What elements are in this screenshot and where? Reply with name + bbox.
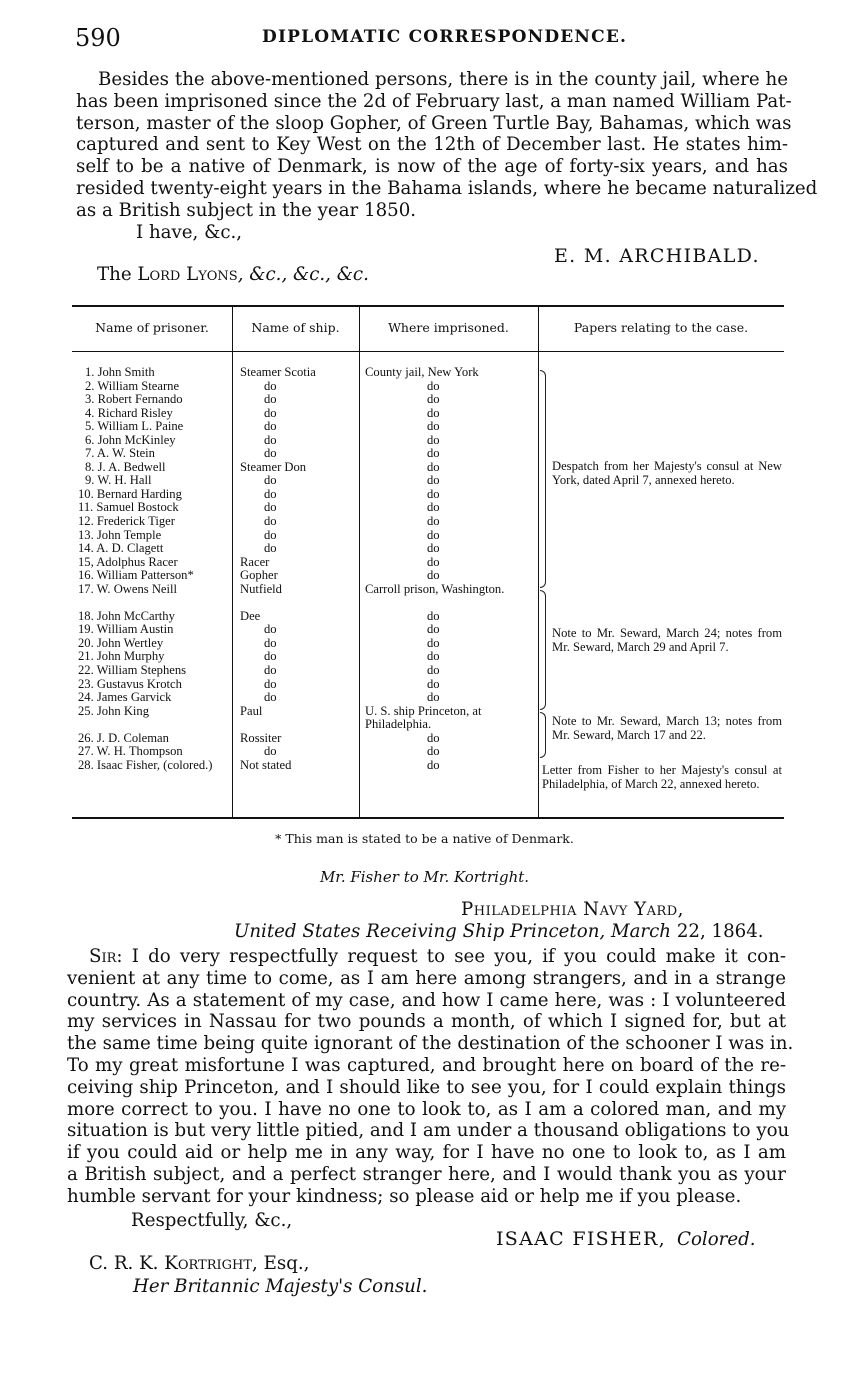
papers-note-philadelphia: Note to Mr. Seward, March 13; notes from Mr. Seward, March 17 and 22. [552, 714, 782, 742]
cell-text: 23. Gustavus Krotch [78, 677, 182, 691]
table-cell [365, 434, 535, 448]
paragraph-line: terson, master of the sloop Gopher, of Green Turtle Bay, Bahamas, which was [76, 112, 792, 134]
table-cell [240, 393, 356, 407]
table-cell [365, 650, 535, 664]
cell-text: do [264, 745, 277, 759]
cell-text: 13. John Temple [78, 528, 162, 542]
recipient-name: C. R. K. Kortright [89, 1253, 253, 1274]
table-cell [78, 556, 230, 570]
table-cell [240, 556, 356, 570]
table-cell [240, 501, 356, 515]
signature-note: Colored. [677, 1229, 756, 1250]
paragraph-line: venient at any time to come, as I am here among strangers, and in a strange [67, 967, 786, 989]
table-cell [365, 542, 535, 556]
table-cell [365, 488, 535, 502]
cell-text: 12. Frederick Tiger [78, 515, 175, 529]
table-cell [78, 650, 230, 664]
column-header-prison: Where imprisoned. [388, 320, 509, 335]
cell-text: 27. W. H. Thompson [78, 745, 183, 759]
cell-text: Rossiter [240, 731, 282, 745]
cell-text: 5. William L. Paine [85, 420, 184, 434]
table-footnote: * This man is stated to be a native of Denmark. [275, 831, 574, 846]
table-cell [240, 488, 356, 502]
table-cell [240, 380, 356, 394]
table-cell [365, 407, 535, 421]
table-cell [78, 447, 230, 461]
cell-text: do [427, 609, 440, 623]
cell-text: do [264, 515, 277, 529]
closing-line: I have, &c., [136, 222, 243, 243]
cell-text: do [264, 677, 277, 691]
table-cell [78, 380, 230, 394]
letter-signature [496, 1228, 756, 1250]
table-cell [240, 420, 356, 434]
cell-text: do [427, 623, 440, 637]
cell-text: 19. William Austin [78, 623, 174, 637]
cell-text: Nutfield [240, 582, 282, 596]
cell-text: do [427, 677, 440, 691]
cell-text: 10. Bernard Harding [78, 487, 182, 501]
table-cell [365, 637, 535, 651]
table-cell [240, 461, 356, 475]
cell-text: 21. John Murphy [78, 650, 165, 664]
table-cell [78, 637, 230, 651]
cell-text: 17. W. Owens Neill [78, 582, 177, 596]
table-cell [78, 407, 230, 421]
cell-text: do [427, 758, 440, 772]
cell-text: do [427, 731, 440, 745]
letter-title: Mr. Fisher to Mr. Kortright. [319, 868, 530, 886]
prisoner-column [78, 366, 230, 772]
cell-text: do [427, 691, 440, 705]
cell-text: do [427, 433, 440, 447]
table-cell [78, 488, 230, 502]
cell-text: do [427, 515, 440, 529]
ship-column [240, 366, 356, 772]
table-cell [365, 501, 535, 515]
table-cell [365, 515, 535, 529]
table-cell [240, 637, 356, 651]
table-cell [365, 569, 535, 583]
table-cell [365, 623, 535, 637]
column-header-ship: Name of ship. [251, 320, 340, 335]
cell-text: do [264, 691, 277, 705]
addressee-lyons [97, 264, 369, 285]
cell-text: do [427, 393, 440, 407]
paragraph-line: situation is but very little pitied, and I am under a thousand obligations to you [67, 1120, 790, 1142]
table-cell [240, 610, 356, 624]
table-cell [365, 732, 535, 746]
paragraph-line: has been imprisoned since the 2d of February last, a man named William Pat- [76, 90, 792, 112]
cell-text: do [427, 447, 440, 461]
cell-text: 22. William Stephens [78, 664, 187, 678]
salutation: Sir [89, 946, 117, 967]
table-cell [78, 678, 230, 692]
table-cell [78, 434, 230, 448]
table-cell [365, 691, 535, 705]
table-cell [365, 705, 535, 732]
table-cell [240, 569, 356, 583]
table-cell [78, 732, 230, 746]
paragraph-line: my services in Nassau for two pounds a month, of which I signed for, but at [67, 1011, 786, 1033]
table-cell [78, 759, 230, 773]
table-cell [78, 542, 230, 556]
addressee-name: Lord Lyons [137, 264, 238, 285]
table-cell [365, 380, 535, 394]
cell-text: do [427, 460, 440, 474]
table-cell [240, 434, 356, 448]
cell-text: do [264, 528, 277, 542]
cell-text: 24. James Garvick [78, 691, 172, 705]
table-cell [240, 705, 356, 732]
letter-dateline [234, 921, 764, 942]
paragraph-line: captured and sent to Key West on the 12th of December last. He states him- [76, 134, 788, 156]
table-cell [365, 420, 535, 434]
cell-text: 20. John Wertley [78, 636, 164, 650]
cell-text: 2. William Stearne [85, 379, 180, 393]
cell-text: do [427, 542, 440, 556]
recipient-title: Her Britannic Majesty's Consul. [133, 1276, 428, 1297]
cell-text: do [264, 420, 277, 434]
table-cell [78, 583, 230, 610]
table-cell [78, 474, 230, 488]
papers-note-new-york: Despatch from her Majesty's consul at New York, dated April 7, annexed hereto. [552, 459, 782, 487]
table-cell [240, 447, 356, 461]
cell-text: Steamer Don [240, 460, 307, 474]
cell-text: 25. John King [78, 704, 150, 718]
table-cell [240, 732, 356, 746]
paragraph-line [67, 946, 786, 968]
cell-text: 4. Richard Risley [85, 406, 173, 420]
signature-fisher: ISAAC FISHER, [496, 1228, 666, 1250]
table-cell [365, 447, 535, 461]
signature-archibald: E. M. ARCHIBALD. [554, 245, 760, 267]
table-cell [365, 366, 535, 380]
table-cell [240, 529, 356, 543]
cell-text: do [427, 569, 440, 583]
table-cell [240, 664, 356, 678]
cell-text: Steamer Scotia [240, 366, 316, 379]
cell-text: do [427, 555, 440, 569]
cell-text: Racer [240, 555, 270, 569]
paragraph-line: a British subject, and a perfect stranger here, and I would thank you as your [67, 1163, 786, 1185]
table-cell [78, 664, 230, 678]
paragraph-line: Besides the above-mentioned persons, there is in the county jail, where he [98, 69, 788, 90]
cell-text: County jail, New York [365, 366, 479, 379]
table-cell [78, 420, 230, 434]
table-cell [78, 515, 230, 529]
cell-text: 1. John Smith [85, 366, 155, 379]
table-cell [365, 474, 535, 488]
dateline-italic: United States Receiving Ship Princeton, March [234, 921, 672, 942]
table-cell [78, 610, 230, 624]
table-cell [240, 583, 356, 610]
cell-text: 6. John McKinley [85, 433, 176, 447]
recipient-line [89, 1253, 309, 1274]
prison-column [365, 366, 535, 772]
paragraph-line: self to be a native of Denmark, is now of the age of forty-six years, and has [76, 156, 788, 178]
table-cell [240, 407, 356, 421]
table-cell [240, 691, 356, 705]
page-number: 590 [75, 24, 121, 52]
cell-text: Not stated [240, 758, 292, 772]
table-bottom-rule [72, 817, 784, 819]
table-cell [240, 759, 356, 773]
addressee-suffix: , &c., &c., &c. [237, 264, 369, 285]
letter-place: Philadelphia Navy Yard, [461, 899, 684, 920]
paragraph-line: ceiving ship Princeton, and I should like to see you, for I could explain things [67, 1076, 786, 1098]
table-cell [240, 542, 356, 556]
paragraph-line: as a British subject in the year 1850. [76, 199, 417, 221]
table-cell [78, 529, 230, 543]
addressee-prefix: The [97, 264, 138, 285]
table-cell [365, 461, 535, 475]
column-header-prisoner: Name of prisoner. [95, 320, 209, 335]
table-cell [365, 745, 535, 759]
cell-text: do [264, 393, 277, 407]
cell-text: 11. Samuel Bostock [78, 501, 179, 515]
paragraph-line: the same time being quite ignorant of the destination of the schooner I was in. [67, 1033, 794, 1055]
table-cell [365, 583, 535, 610]
table-cell [365, 610, 535, 624]
cell-text: do [427, 528, 440, 542]
cell-text: 18. John McCarthy [78, 609, 175, 623]
cell-text: 28. Isaac Fisher, (colored.) [78, 758, 213, 772]
cell-text: 8. J. A. Bedwell [85, 460, 166, 474]
cell-text: do [427, 379, 440, 393]
cell-text: 7. A. W. Stein [85, 447, 155, 461]
cell-text: do [427, 745, 440, 759]
table-cell [78, 393, 230, 407]
cell-text: Carroll prison, Washington. [365, 582, 505, 596]
paragraph-line: resided twenty-eight years in the Bahama islands, where he became naturalized [76, 177, 818, 199]
paragraph-line: To my great misfortune I was captured, and brought here on board of the re- [67, 1054, 786, 1076]
cell-text: Paul [240, 704, 263, 718]
table-cell [365, 393, 535, 407]
intro-paragraph [76, 69, 818, 222]
cell-text: Dee [240, 609, 261, 623]
table-cell [78, 691, 230, 705]
cell-text: do [427, 650, 440, 664]
table-cell [240, 515, 356, 529]
cell-text: do [264, 623, 277, 637]
cell-text: do [264, 474, 277, 488]
table-cell [240, 623, 356, 637]
table-cell [240, 678, 356, 692]
letter-closing: Respectfully, &c., [131, 1210, 293, 1231]
cell-text: do [264, 433, 277, 447]
group-brace [540, 590, 546, 710]
table-top-rule [72, 305, 784, 307]
cell-text: Gopher [240, 569, 278, 583]
cell-text: 15, Adolphus Racer [78, 555, 178, 569]
column-divider [232, 306, 233, 817]
table-cell [365, 759, 535, 773]
table-cell [365, 664, 535, 678]
column-divider [359, 306, 360, 817]
column-header-papers: Papers relating to the case. [573, 320, 749, 335]
cell-text: do [427, 501, 440, 515]
cell-text: do [427, 664, 440, 678]
cell-text: do [264, 501, 277, 515]
cell-text: 3. Robert Fernando [85, 393, 183, 407]
table-cell [365, 556, 535, 570]
paragraph-line: country. As a statement of my case, and how I came here, was : I volunteered [67, 989, 786, 1011]
papers-note-washington: Note to Mr. Seward, March 24; notes from Mr. Seward, March 29 and April 7. [552, 626, 782, 654]
cell-text: 9. W. H. Hall [85, 474, 152, 488]
paragraph-line: humble servant for your kindness; so please aid or help me if you please. [67, 1185, 742, 1207]
table-cell [78, 705, 230, 732]
paragraph-line: more correct to you. I have no one to look to, as I am a colored man, and my [67, 1098, 786, 1120]
cell-text: do [264, 636, 277, 650]
cell-text: 14. A. D. Clagett [78, 542, 164, 556]
table-cell [78, 569, 230, 583]
group-brace [540, 370, 546, 588]
dateline-plain: 22, 1864. [671, 921, 764, 942]
table-cell [240, 474, 356, 488]
table-header-rule [72, 351, 784, 352]
cell-text: do [427, 474, 440, 488]
cell-text: do [264, 664, 277, 678]
table-cell [365, 529, 535, 543]
table-cell [78, 501, 230, 515]
paragraph-line: if you could aid or help me in any way, for I have no one to look to, as I am [67, 1142, 786, 1164]
running-title: DIPLOMATIC CORRESPONDENCE. [262, 27, 628, 47]
cell-text: do [264, 542, 277, 556]
table-cell [240, 366, 356, 380]
table-cell [78, 745, 230, 759]
table-cell [78, 461, 230, 475]
cell-text: do [427, 406, 440, 420]
table-cell [365, 678, 535, 692]
cell-text: do [264, 379, 277, 393]
cell-text: U. S. ship Princeton, at Philadelphia. [365, 704, 482, 732]
cell-text: do [264, 447, 277, 461]
cell-text: do [264, 487, 277, 501]
table-cell [240, 650, 356, 664]
cell-text: do [264, 650, 277, 664]
cell-text: do [427, 636, 440, 650]
cell-text: do [427, 487, 440, 501]
cell-text: do [427, 420, 440, 434]
papers-note-fisher: Letter from Fisher to her Majesty's consul at Philadelphia, of March 22, annexed hereto. [542, 763, 782, 791]
table-cell [240, 745, 356, 759]
body-line: : I do very respectfully request to see you, if you could make it con- [116, 946, 786, 967]
table-cell [78, 366, 230, 380]
letter-body [67, 946, 794, 1208]
recipient-suffix: , Esq., [252, 1253, 310, 1274]
cell-text: do [264, 406, 277, 420]
group-brace [540, 712, 546, 758]
table-cell [78, 623, 230, 637]
cell-text: 26. J. D. Coleman [78, 731, 169, 745]
cell-text: 16. William Patterson* [78, 569, 194, 583]
column-divider [538, 306, 539, 817]
